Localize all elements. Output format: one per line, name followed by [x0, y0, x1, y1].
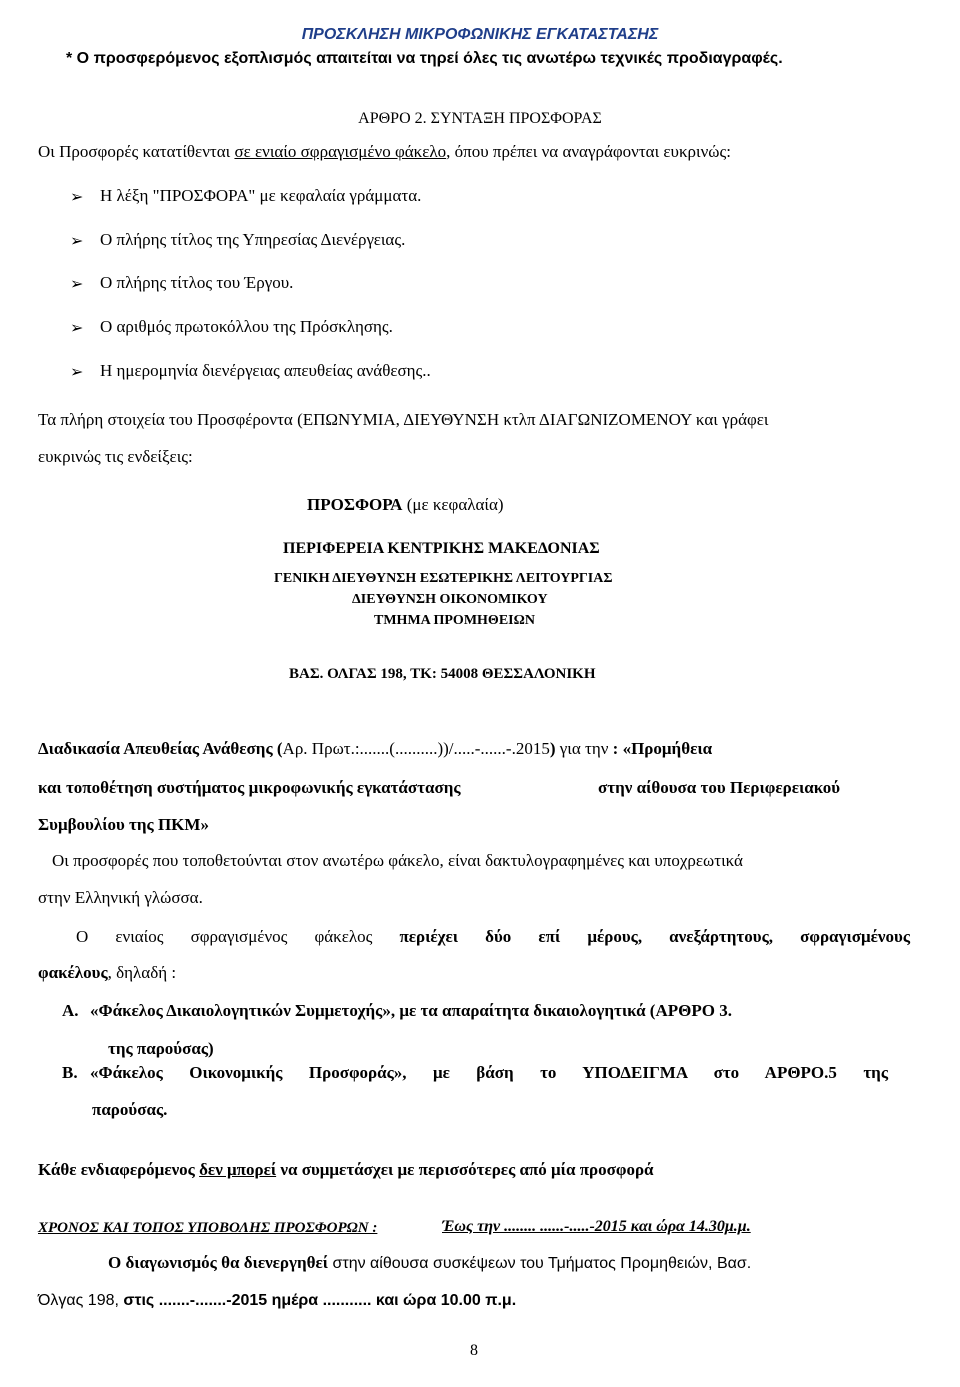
procedure-connector: για την	[555, 739, 613, 758]
street-address: ΒΑΣ. ΟΛΓΑΣ 198, ΤΚ: 54008 ΘΕΣΣΑΛΟΝΙΚΗ	[289, 666, 596, 682]
envelope-line	[76, 927, 910, 947]
list-item: Ο πλήρης τίτλος του Έργου.	[100, 273, 294, 292]
prosfora-bold: ΠΡΟΣΦΟΡΑ	[307, 495, 403, 514]
envelope-item-cont: παρούσας.	[92, 1100, 168, 1119]
arrow-bullet-icon: ➢	[70, 320, 84, 337]
typed-note: στην Ελληνική γλώσσα.	[38, 888, 203, 907]
list-item: Ο πλήρης τίτλος της Υπηρεσίας Διενέργειας.	[100, 230, 406, 249]
lead-text-end: , όπου πρέπει να αναγράφονται ευκρινώς:	[446, 142, 731, 161]
tender-datetime: στις .......-.......-2015 ημέρα ........... και ώρα 10.00 π.μ.	[123, 1292, 517, 1309]
region-name: ΠΕΡΙΦΕΡΕΙΑ ΚΕΝΤΡΙΚΗΣ ΜΑΚΕΔΟΝΙΑΣ	[283, 540, 600, 557]
procedure-subject: : «Προμήθεια	[612, 739, 713, 758]
single-offer-text-end: να συμμετάσχει με περισσότερες από μία προσφορά	[276, 1160, 654, 1179]
envelope-item: «Φάκελος Οικονομικής Προσφοράς», με βάση το ΥΠΟΔΕΙΓΜΑ στο ΑΡΘΡΟ.5 της	[90, 1063, 888, 1082]
lead-underlined: σε ενιαίο σφραγισμένο φάκελο	[234, 142, 447, 161]
tender-street: Όλγας 198,	[38, 1292, 124, 1309]
single-offer-text: Κάθε ενδιαφερόμενος	[38, 1160, 200, 1179]
department: ΤΜΗΜΑ ΠΡΟΜΗΘΕΙΩΝ	[374, 613, 535, 628]
envelope-item-label: Α.	[62, 1001, 79, 1020]
envelope-line	[38, 963, 176, 983]
directorate: ΔΙΕΥΘΥΝΣΗ ΟΙΚΟΝΟΜΙΚΟΥ	[352, 592, 548, 607]
procedure-line	[38, 778, 841, 798]
tender-location: στην αίθουσα συσκέψεων του Τμήματος Προμηθειών, Βασ.	[328, 1255, 752, 1272]
prosfora-note: (με κεφαλαία)	[402, 495, 504, 514]
envelope-item-label: Β.	[62, 1063, 78, 1082]
prosfora-label	[307, 495, 504, 515]
protocol-number: Αρ. Πρωτ.:.......(..........))/.....-......-.2015	[282, 739, 550, 758]
envelopes-word: φακέλους	[38, 963, 108, 982]
list-item: Η ημερομηνία διενέργειας απευθείας ανάθεσης..	[100, 361, 431, 380]
procedure-paren: )	[549, 739, 556, 758]
intro-note: * Ο προσφερόμενος εξοπλισμός απαιτείται να τηρεί όλες τις ανωτέρω τεχνικές προδιαγραφές.	[66, 50, 783, 67]
procedure-line	[38, 739, 712, 759]
envelope-bold: περιέχει δύο επί μέρους, ανεξάρτητους, σφραγισμένους	[399, 927, 911, 946]
deadline-value: Έως την ........ ......-.....-2015 και ώρα 14.30μ.μ.	[442, 1218, 751, 1235]
arrow-bullet-icon: ➢	[70, 233, 84, 250]
single-offer-underlined: δεν μπορεί	[199, 1160, 277, 1179]
envelope-item: «Φάκελος Δικαιολογητικών Συμμετοχής», με τα απαραίτητα δικαιολογητικά (ΑΡΘΡΟ 3.	[90, 1001, 732, 1020]
directorate-general: ΓΕΝΙΚΗ ΔΙΕΥΘΥΝΣΗ ΕΣΩΤΕΡΙΚΗΣ ΛΕΙΤΟΥΡΓΙΑΣ	[274, 571, 613, 586]
envelope-item-cont: της παρούσας)	[108, 1039, 214, 1058]
details-line: Τα πλήρη στοιχεία του Προσφέροντα (ΕΠΩΝΥΜΙΑ, ΔΙΕΥΘΥΝΣΗ κτλπ ΔΙΑΓΩΝΙΖΟΜΕΝΟΥ και γράφει	[38, 410, 769, 429]
header-title: ΠΡΟΣΚΛΗΣΗ ΜΙΚΡΟΦΩΝΙΚΗΣ ΕΓΚΑΤΑΣΤΑΣΗΣ	[301, 26, 659, 43]
tender-bold: Ο διαγωνισμός θα διενεργηθεί	[108, 1253, 329, 1272]
procedure-subject-right: στην αίθουσα του Περιφερειακού	[598, 778, 841, 797]
envelope-text: Ο ενιαίος σφραγισμένος φάκελος	[76, 927, 400, 946]
list-item: Ο αριθμός πρωτοκόλλου της Πρόσκλησης.	[100, 317, 393, 336]
procedure-line: Συμβουλίου της ΠΚΜ»	[38, 815, 209, 834]
arrow-bullet-icon: ➢	[70, 364, 84, 381]
article-lead	[38, 142, 731, 162]
page-number: 8	[470, 1342, 478, 1359]
list-item: Η λέξη "ΠΡΟΣΦΟΡΑ" με κεφαλαία γράμματα.	[100, 186, 422, 205]
envelope-tail: , δηλαδή :	[107, 963, 177, 982]
single-offer-note	[38, 1160, 654, 1180]
typed-note: Οι προσφορές που τοποθετούνται στον ανωτέρω φάκελο, είναι δακτυλογραφημένες και υποχρεωτικά	[52, 851, 743, 870]
tender-line	[108, 1253, 751, 1273]
procedure-title: Διαδικασία Απευθείας Ανάθεσης (	[38, 739, 283, 758]
tender-line	[38, 1292, 516, 1310]
lead-text: Οι Προσφορές κατατίθενται	[38, 142, 235, 161]
article-title: ΑΡΘΡΟ 2. ΣΥΝΤΑΞΗ ΠΡΟΣΦΟΡΑΣ	[358, 110, 602, 127]
arrow-bullet-icon: ➢	[70, 189, 84, 206]
arrow-bullet-icon: ➢	[70, 276, 84, 293]
details-line: ευκρινώς τις ενδείξεις:	[38, 447, 193, 466]
deadline-label: ΧΡΟΝΟΣ ΚΑΙ ΤΟΠΟΣ ΥΠΟΒΟΛΗΣ ΠΡΟΣΦΟΡΩΝ :	[38, 1220, 378, 1236]
procedure-subject-left: και τοποθέτηση συστήματος μικροφωνικής εγκατάστασης	[38, 778, 461, 797]
